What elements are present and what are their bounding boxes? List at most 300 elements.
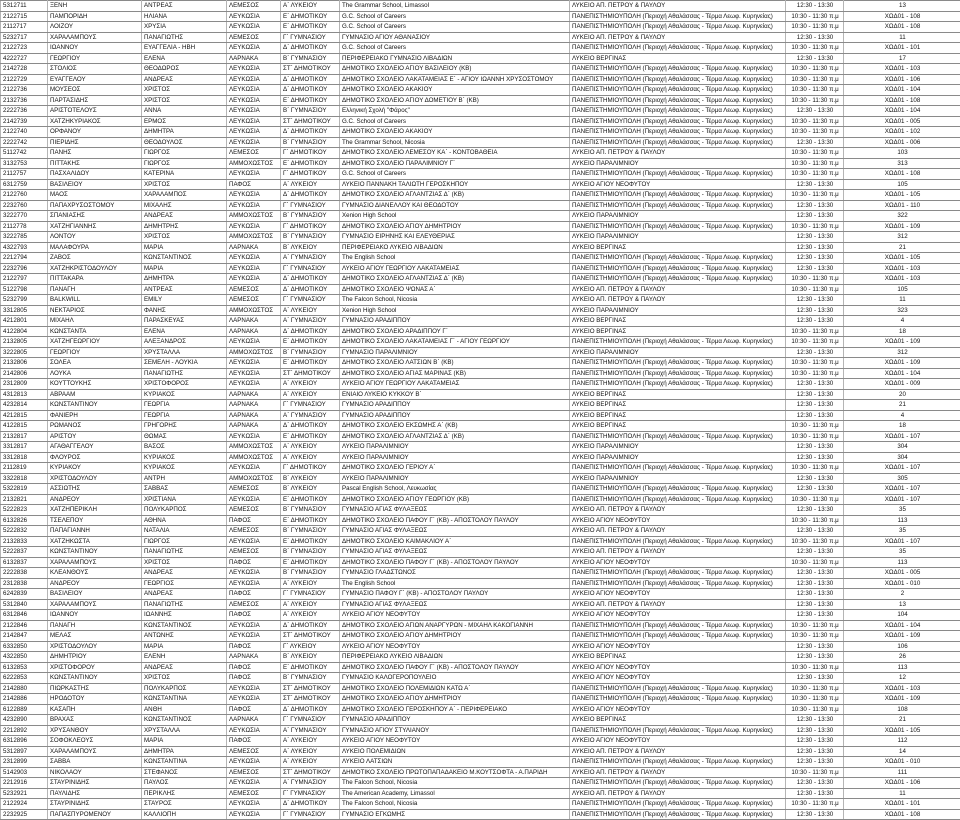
school-cell: ΔΗΜΟΤΙΚΟ ΣΧΟΛΕΙΟ ΓΕΡΟΣΚΗΠΟΥ Α΄ - ΠΕΡΙΦΕΡΕΙΑΚΟ <box>340 704 570 715</box>
exam-center-cell: ΛΥΚΕΙΟ ΠΑΡΑΛΙΜΝΙΟΥ <box>570 211 786 222</box>
table-row <box>1 116 960 127</box>
school-cell: ΔΗΜΟΤΙΚΟ ΣΧΟΛΕΙΟ ΠΑΦΟΥ Γ΄ (ΚΒ) - ΑΠΟΣΤΟΛΟΥ ΠΑΥΛΟΥ <box>340 515 570 526</box>
school-cell: ΓΥΜΝΑΣΙΟ ΑΓΙΟΥ ΑΘΑΝΑΣΙΟΥ <box>340 32 570 43</box>
student-id-cell: 5142903 <box>1 767 48 778</box>
surname-cell: ΗΡΟΔΟΤΟΥ <box>48 694 142 705</box>
student-id-cell: 2132736 <box>1 95 48 106</box>
surname-cell: ΣΟΛΕΑ <box>48 358 142 369</box>
exam-center-cell: ΠΑΝΕΠΙΣΤΗΜΙΟΥΠΟΛΗ (Περιοχή Αθαλάσσας - Τέρμα Λεωφ. Κυρηνείας) <box>570 358 786 369</box>
district-cell: ΛΕΥΚΩΣΙΑ <box>227 463 281 474</box>
grade-cell: Γ΄ ΔΗΜΟΤΙΚΟΥ <box>281 169 340 180</box>
exam-time-cell: 10:30 - 11:30 π.μ <box>786 158 844 169</box>
district-cell: ΛΕΜΕΣΟΣ <box>227 295 281 306</box>
grade-cell: Γ΄ ΓΥΜΝΑΣΙΟΥ <box>281 200 340 211</box>
room-cell: ΧΩΔ01 - 005 <box>844 568 960 579</box>
first-name-cell: ΑΝΤΩΝΗΣ <box>142 631 227 642</box>
grade-cell: Α΄ ΛΥΚΕΙΟΥ <box>281 1 340 12</box>
room-cell: ΧΩΔ01 - 109 <box>844 337 960 348</box>
exam-time-cell: 10:30 - 11:30 π.μ <box>786 662 844 673</box>
exam-time-cell: 12:30 - 13:30 <box>786 305 844 316</box>
school-cell: ΓΥΜΝΑΣΙΟ ΚΑΛΟΓΕΡΟΠΟΥΛΕΙΟ <box>340 673 570 684</box>
school-cell: ΔΗΜΟΤΙΚΟ ΣΧΟΛΕΙΟ ΚΑΙΜΑΚΛΙΟΥ Α΄ <box>340 536 570 547</box>
district-cell: ΑΜΜΟΧΩΣΤΟΣ <box>227 442 281 453</box>
first-name-cell: ΧΡΙΣΤΟΦΟΡΟΣ <box>142 379 227 390</box>
student-id-cell: 5312711 <box>1 1 48 12</box>
exam-time-cell: 10:30 - 11:30 π.μ <box>786 169 844 180</box>
district-cell: ΛΕΥΚΩΣΙΑ <box>227 578 281 589</box>
student-id-cell: 4122804 <box>1 326 48 337</box>
table-row <box>1 274 960 285</box>
student-id-cell: 2132833 <box>1 536 48 547</box>
student-id-cell: 5122798 <box>1 284 48 295</box>
exam-time-cell: 10:30 - 11:30 π.μ <box>786 767 844 778</box>
student-id-cell: 2212892 <box>1 725 48 736</box>
grade-cell: Δ΄ ΔΗΜΟΤΙΚΟΥ <box>281 85 340 96</box>
table-row <box>1 494 960 505</box>
grade-cell: Δ΄ ΔΗΜΟΤΙΚΟΥ <box>281 43 340 54</box>
table-row <box>1 169 960 180</box>
school-cell: ΠΕΡΙΦΕΡΕΙΑΚΟ ΓΥΜΝΑΣΙΟ ΛΙΒΑΔΙΩΝ <box>340 53 570 64</box>
table-row <box>1 736 960 747</box>
surname-cell: ΑΣΣΙΩΤΗΣ <box>48 484 142 495</box>
district-cell: ΛΑΡΝΑΚΑ <box>227 715 281 726</box>
exam-center-cell: ΛΥΚΕΙΟ ΑΠ. ΠΕΤΡΟΥ & ΠΑΥΛΟΥ <box>570 599 786 610</box>
exam-time-cell: 12:30 - 13:30 <box>786 263 844 274</box>
exam-center-cell: ΛΥΚΕΙΟ ΑΓΙΟΥ ΝΕΟΦΥΤΟΥ <box>570 515 786 526</box>
first-name-cell: ΜΙΧΑΛΗΣ <box>142 200 227 211</box>
table-row <box>1 547 960 558</box>
first-name-cell: ΚΩΝΣΤΑΝΤΙΝΟΣ <box>142 620 227 631</box>
surname-cell: ΔΗΜΗΤΡΙΟΥ <box>48 652 142 663</box>
exam-time-cell: 10:30 - 11:30 π.μ <box>786 494 844 505</box>
grade-cell: Δ΄ ΔΗΜΟΤΙΚΟΥ <box>281 704 340 715</box>
table-row <box>1 389 960 400</box>
district-cell: ΛΑΡΝΑΚΑ <box>227 316 281 327</box>
student-id-cell: 2122846 <box>1 620 48 631</box>
grade-cell: Δ΄ ΔΗΜΟΤΙΚΟΥ <box>281 74 340 85</box>
student-id-cell: 2122729 <box>1 74 48 85</box>
first-name-cell: ΣΕΜΕΛΗ - ΛΟΥΚΙΑ <box>142 358 227 369</box>
room-cell: 113 <box>844 662 960 673</box>
school-cell: ΔΗΜΟΤΙΚΟ ΣΧΟΛΕΙΟ ΓΕΡΙΟΥ Α΄ <box>340 463 570 474</box>
student-id-cell: 4232890 <box>1 715 48 726</box>
first-name-cell: ΓΡΗΓΟΡΗΣ <box>142 421 227 432</box>
student-id-cell: 3132753 <box>1 158 48 169</box>
exam-center-cell: ΛΥΚΕΙΟ ΑΓΙΟΥ ΝΕΟΦΥΤΟΥ <box>570 736 786 747</box>
exam-time-cell: 12:30 - 13:30 <box>786 641 844 652</box>
grade-cell: Α΄ ΛΥΚΕΙΟΥ <box>281 379 340 390</box>
surname-cell: ΝΕΚΤΑΡΙΟΣ <box>48 305 142 316</box>
first-name-cell: ΠΑΡΑΣΚΕΥΑΣ <box>142 316 227 327</box>
student-id-cell: 2232796 <box>1 263 48 274</box>
exam-time-cell: 12:30 - 13:30 <box>786 547 844 558</box>
exam-time-cell: 10:30 - 11:30 π.μ <box>786 85 844 96</box>
table-row <box>1 662 960 673</box>
grade-cell: Γ΄ ΓΥΜΝΑΣΙΟΥ <box>281 809 340 820</box>
first-name-cell: ΧΡΙΣΤΟΣ <box>142 95 227 106</box>
exam-time-cell: 10:30 - 11:30 π.μ <box>786 421 844 432</box>
district-cell: ΛΕΥΚΩΣΙΑ <box>227 431 281 442</box>
district-cell: ΛΕΥΚΩΣΙΑ <box>227 683 281 694</box>
grade-cell: Α΄ ΓΥΜΝΑΣΙΟΥ <box>281 778 340 789</box>
surname-cell: ΙΩΑΝΝΟΥ <box>48 43 142 54</box>
grade-cell: Ε΄ ΔΗΜΟΤΙΚΟΥ <box>281 11 340 22</box>
room-cell: ΧΩΔ01 - 109 <box>844 221 960 232</box>
exam-center-cell: ΛΥΚΕΙΟ ΑΓΙΟΥ ΝΕΟΦΥΤΟΥ <box>570 557 786 568</box>
first-name-cell: ΕΛΕΝΑ <box>142 53 227 64</box>
first-name-cell: ΜΑΡΙΑ <box>142 641 227 652</box>
surname-cell: ΤΣΕΛΕΠΟΥ <box>48 515 142 526</box>
grade-cell: Γ΄ ΔΗΜΟΤΙΚΟΥ <box>281 148 340 159</box>
school-cell: ΓΥΜΝΑΣΙΟ ΕΙΡΗΝΗΣ ΚΑΙ ΕΛΕΥΘΕΡΙΑΣ <box>340 232 570 243</box>
table-row <box>1 809 960 820</box>
surname-cell: ΜΑΛΑΦΟΥΡΑ <box>48 242 142 253</box>
surname-cell: ΠΑΝΑΓΗ <box>48 620 142 631</box>
room-cell: ΧΩΔ01 - 107 <box>844 431 960 442</box>
school-cell: ΔΗΜΟΤΙΚΟ ΣΧΟΛΕΙΟ ΑΓΛΑΝΤΖΙΑΣ Δ΄ (ΚΒ) <box>340 190 570 201</box>
surname-cell: ΓΕΩΡΓΙΟΥ <box>48 347 142 358</box>
exam-center-cell: ΛΥΚΕΙΟ ΑΠ. ΠΕΤΡΟΥ & ΠΑΥΛΟΥ <box>570 1 786 12</box>
school-cell: Xenion High School <box>340 211 570 222</box>
student-id-cell: 6222853 <box>1 673 48 684</box>
first-name-cell: ΚΩΝΣΤΑΝΤΙΝΟΣ <box>142 715 227 726</box>
grade-cell: Β΄ ΓΥΜΝΑΣΙΟΥ <box>281 106 340 117</box>
student-id-cell: 5312840 <box>1 599 48 610</box>
room-cell: ΧΩΔ01 - 107 <box>844 484 960 495</box>
surname-cell: ΠΑΠΑΓΙΑΝΝΗ <box>48 526 142 537</box>
table-row <box>1 578 960 589</box>
exam-time-cell: 10:30 - 11:30 π.μ <box>786 704 844 715</box>
first-name-cell: ΧΑΡΑΛΑΜΠΟΣ <box>142 190 227 201</box>
table-row <box>1 263 960 274</box>
table-row <box>1 242 960 253</box>
surname-cell: ΞΕΝΗ <box>48 1 142 12</box>
school-cell: ΔΗΜΟΤΙΚΟ ΣΧΟΛΕΙΟ ΛΑΚΑΤΑΜΕΙΑΣ Ε΄ - ΑΓΙΟΥ ΙΩΑΝΝΗ ΧΡΥΣΟΣΤΟΜΟΥ <box>340 74 570 85</box>
first-name-cell: ΚΩΝΣΤΑΝΤΙΝΑ <box>142 694 227 705</box>
room-cell: ΧΩΔ01 - 108 <box>844 22 960 33</box>
grade-cell: Α΄ ΓΥΜΝΑΣΙΟΥ <box>281 253 340 264</box>
surname-cell: ΧΑΤΖΗΓΕΩΡΓΙΟΥ <box>48 337 142 348</box>
district-cell: ΛΕΥΚΩΣΙΑ <box>227 568 281 579</box>
student-id-cell: 5232921 <box>1 788 48 799</box>
room-cell: 14 <box>844 746 960 757</box>
surname-cell: ΠΑΡΤΑΣΙΔΗΣ <box>48 95 142 106</box>
student-id-cell: 3312817 <box>1 442 48 453</box>
district-cell: ΛΕΥΚΩΣΙΑ <box>227 263 281 274</box>
exam-time-cell: 10:30 - 11:30 π.μ <box>786 620 844 631</box>
school-cell: ΓΥΜΝΑΣΙΟ ΑΡΑΔΙΠΠΟΥ <box>340 400 570 411</box>
district-cell: ΛΕΜΕΣΟΣ <box>227 746 281 757</box>
first-name-cell: ΔΗΜΗΤΡΗΣ <box>142 221 227 232</box>
student-id-cell: 5312897 <box>1 746 48 757</box>
exam-time-cell: 12:30 - 13:30 <box>786 442 844 453</box>
exam-time-cell: 10:30 - 11:30 π.μ <box>786 221 844 232</box>
surname-cell: ΒΑΣΙΛΕΙΟΥ <box>48 179 142 190</box>
room-cell: 113 <box>844 557 960 568</box>
table-row <box>1 767 960 778</box>
grade-cell: Δ΄ ΔΗΜΟΤΙΚΟΥ <box>281 190 340 201</box>
exam-time-cell: 12:30 - 13:30 <box>786 347 844 358</box>
grade-cell: ΣΤ΄ ΔΗΜΟΤΙΚΟΥ <box>281 64 340 75</box>
exam-time-cell: 10:30 - 11:30 π.μ <box>786 358 844 369</box>
room-cell: 21 <box>844 400 960 411</box>
student-id-cell: 3312805 <box>1 305 48 316</box>
district-cell: ΛΕΜΕΣΟΣ <box>227 32 281 43</box>
surname-cell: ΑΝΔΡΕΟΥ <box>48 578 142 589</box>
first-name-cell: ΓΕΩΡΓΙΟΣ <box>142 578 227 589</box>
district-cell: ΛΕΥΚΩΣΙΑ <box>227 190 281 201</box>
first-name-cell: ΣΤΕΦΑΝΟΣ <box>142 767 227 778</box>
district-cell: ΛΕΥΚΩΣΙΑ <box>227 200 281 211</box>
surname-cell: ΦΑΝΙΕΡΗ <box>48 410 142 421</box>
grade-cell: Β΄ ΛΥΚΕΙΟΥ <box>281 242 340 253</box>
first-name-cell: ΚΥΡΙΑΚΟΣ <box>142 463 227 474</box>
room-cell: ΧΩΔ01 - 105 <box>844 725 960 736</box>
district-cell: ΠΑΦΟΣ <box>227 515 281 526</box>
student-id-cell: 3312818 <box>1 452 48 463</box>
district-cell: ΛΕΥΚΩΣΙΑ <box>227 22 281 33</box>
room-cell: 313 <box>844 158 960 169</box>
school-cell: ΔΗΜΟΤΙΚΟ ΣΧΟΛΕΙΟ ΛΑΚΑΤΑΜΕΙΑΣ Γ΄ - ΑΓΙΟΥ ΓΕΩΡΓΙΟΥ <box>340 337 570 348</box>
exam-center-cell: ΠΑΝΕΠΙΣΤΗΜΙΟΥΠΟΛΗ (Περιοχή Αθαλάσσας - Τέρμα Λεωφ. Κυρηνείας) <box>570 809 786 820</box>
exam-time-cell: 12:30 - 13:30 <box>786 106 844 117</box>
school-cell: ΔΗΜΟΤΙΚΟ ΣΧΟΛΕΙΟ ΑΓΙΟΥ ΔΟΜΕΤΙΟΥ Β΄ (ΚΒ) <box>340 95 570 106</box>
surname-cell: ΠΙΤΤΑΚΑΡΑ <box>48 274 142 285</box>
table-row <box>1 757 960 768</box>
exam-center-cell: ΛΥΚΕΙΟ ΑΠ. ΠΕΤΡΟΥ & ΠΑΥΛΟΥ <box>570 32 786 43</box>
surname-cell: ΣΤΑΥΡΙΝΙΔΗΣ <box>48 799 142 810</box>
room-cell: ΧΩΔ01 - 106 <box>844 74 960 85</box>
exam-time-cell: 10:30 - 11:30 π.μ <box>786 515 844 526</box>
exam-time-cell: 12:30 - 13:30 <box>786 715 844 726</box>
table-row <box>1 599 960 610</box>
district-cell: ΠΑΦΟΣ <box>227 557 281 568</box>
first-name-cell: ΓΙΩΡΓΟΣ <box>142 148 227 159</box>
exam-center-cell: ΛΥΚΕΙΟ ΒΕΡΓΙΝΑΣ <box>570 400 786 411</box>
room-cell: 4 <box>844 316 960 327</box>
exam-center-cell: ΠΑΝΕΠΙΣΤΗΜΙΟΥΠΟΛΗ (Περιοχή Αθαλάσσας - Τέρμα Λεωφ. Κυρηνείας) <box>570 43 786 54</box>
room-cell: 312 <box>844 347 960 358</box>
student-id-cell: 6132826 <box>1 515 48 526</box>
table-row <box>1 746 960 757</box>
surname-cell: ΚΩΝΣΤΑΝΤΑ <box>48 326 142 337</box>
first-name-cell: ΑΝΔΡΕΑΣ <box>142 662 227 673</box>
grade-cell: Α΄ ΓΥΜΝΑΣΙΟΥ <box>281 316 340 327</box>
exam-center-cell: ΠΑΝΕΠΙΣΤΗΜΙΟΥΠΟΛΗ (Περιοχή Αθαλάσσας - Τέρμα Λεωφ. Κυρηνείας) <box>570 568 786 579</box>
student-id-cell: 6332850 <box>1 641 48 652</box>
school-cell: ΔΗΜΟΤΙΚΟ ΣΧΟΛΕΙΟ ΑΓΛΑΝΤΖΙΑΣ Δ΄ (ΚΒ) <box>340 431 570 442</box>
district-cell: ΛΕΥΚΩΣΙΑ <box>227 64 281 75</box>
school-cell: ΓΥΜΝΑΣΙΟ ΑΓΙΑΣ ΦΥΛΑΞΕΩΣ <box>340 547 570 558</box>
exam-center-cell: ΛΥΚΕΙΟ ΠΑΡΑΛΙΜΝΙΟΥ <box>570 232 786 243</box>
room-cell: ΧΩΔ01 - 109 <box>844 358 960 369</box>
table-row <box>1 221 960 232</box>
grade-cell: Α΄ ΛΥΚΕΙΟΥ <box>281 736 340 747</box>
room-cell: ΧΩΔ01 - 103 <box>844 263 960 274</box>
grade-cell: Ε΄ ΔΗΜΟΤΙΚΟΥ <box>281 557 340 568</box>
school-cell: The English School <box>340 253 570 264</box>
district-cell: ΛΑΡΝΑΚΑ <box>227 410 281 421</box>
grade-cell: Β΄ ΓΥΜΝΑΣΙΟΥ <box>281 505 340 516</box>
student-id-cell: 4322850 <box>1 652 48 663</box>
room-cell: 11 <box>844 32 960 43</box>
room-cell: 4 <box>844 410 960 421</box>
grade-cell: Β΄ ΓΥΜΝΑΣΙΟΥ <box>281 347 340 358</box>
student-id-cell: 2132806 <box>1 358 48 369</box>
first-name-cell: ΧΡΙΣΤΟΣ <box>142 557 227 568</box>
exam-center-cell: ΠΑΝΕΠΙΣΤΗΜΙΟΥΠΟΛΗ (Περιοχή Αθαλάσσας - Τέρμα Λεωφ. Κυρηνείας) <box>570 253 786 264</box>
exam-time-cell: 12:30 - 13:30 <box>786 473 844 484</box>
exam-time-cell: 12:30 - 13:30 <box>786 526 844 537</box>
surname-cell: ΧΑΡΑΛΑΜΠΟΥΣ <box>48 32 142 43</box>
first-name-cell: ΧΡΥΣΙΑ <box>142 22 227 33</box>
student-id-cell: 2122797 <box>1 274 48 285</box>
table-row <box>1 589 960 600</box>
room-cell: ΧΩΔ01 - 103 <box>844 274 960 285</box>
school-cell: ΔΗΜΟΤΙΚΟ ΣΧΟΛΕΙΟ ΑΓΙΩΝ ΑΝΑΡΓΥΡΩΝ - ΜΙΧΑΗΛ ΚΑΚΟΓΙΑΝΝΗ <box>340 620 570 631</box>
surname-cell: ΟΡΦΑΝΟΥ <box>48 127 142 138</box>
grade-cell: Δ΄ ΔΗΜΟΤΙΚΟΥ <box>281 620 340 631</box>
table-row <box>1 463 960 474</box>
exam-center-cell: ΠΑΝΕΠΙΣΤΗΜΙΟΥΠΟΛΗ (Περιοχή Αθαλάσσας - Τέρμα Λεωφ. Κυρηνείας) <box>570 116 786 127</box>
district-cell: ΛΑΡΝΑΚΑ <box>227 389 281 400</box>
exam-center-cell: ΛΥΚΕΙΟ ΑΓΙΟΥ ΝΕΟΦΥΤΟΥ <box>570 662 786 673</box>
exam-time-cell: 12:30 - 13:30 <box>786 599 844 610</box>
first-name-cell: ΕΛΕΝΑ <box>142 326 227 337</box>
table-row <box>1 1 960 12</box>
grade-cell: Δ΄ ΔΗΜΟΤΙΚΟΥ <box>281 421 340 432</box>
student-id-cell: 2122740 <box>1 127 48 138</box>
grade-cell: Ε΄ ΔΗΜΟΤΙΚΟΥ <box>281 536 340 547</box>
district-cell: ΛΕΜΕΣΟΣ <box>227 767 281 778</box>
grade-cell: Α΄ ΛΥΚΕΙΟΥ <box>281 578 340 589</box>
room-cell: 11 <box>844 788 960 799</box>
exam-time-cell: 10:30 - 11:30 π.μ <box>786 683 844 694</box>
surname-cell: ΧΑΡΑΛΑΜΠΟΥΣ <box>48 599 142 610</box>
first-name-cell: ΑΛΕΞΑΝΔΡΟΣ <box>142 337 227 348</box>
exam-center-cell: ΠΑΝΕΠΙΣΤΗΜΙΟΥΠΟΛΗ (Περιοχή Αθαλάσσας - Τέρμα Λεωφ. Κυρηνείας) <box>570 620 786 631</box>
grade-cell: Δ΄ ΔΗΜΟΤΙΚΟΥ <box>281 274 340 285</box>
exam-time-cell: 10:30 - 11:30 π.μ <box>786 337 844 348</box>
district-cell: ΛΕΥΚΩΣΙΑ <box>227 337 281 348</box>
school-cell: Ελληνική Σχολή "Φάρος" <box>340 106 570 117</box>
school-cell: ΓΥΜΝΑΣΙΟ ΕΓΚΩΜΗΣ <box>340 809 570 820</box>
school-cell: ΓΥΜΝΑΣΙΟ ΔΙΑΝΕΛΛΟΥ ΚΑΙ ΘΕΟΔΟΤΟΥ <box>340 200 570 211</box>
room-cell: 105 <box>844 179 960 190</box>
table-row <box>1 473 960 484</box>
surname-cell: ΧΡΙΣΤΟΔΟΥΛΟΥ <box>48 473 142 484</box>
exam-center-cell: ΠΑΝΕΠΙΣΤΗΜΙΟΥΠΟΛΗ (Περιοχή Αθαλάσσας - Τέρμα Λεωφ. Κυρηνείας) <box>570 578 786 589</box>
first-name-cell: ΜΑΡΙΑ <box>142 736 227 747</box>
exam-time-cell: 12:30 - 13:30 <box>786 316 844 327</box>
exam-time-cell: 10:30 - 11:30 π.μ <box>786 631 844 642</box>
student-id-cell: 2232760 <box>1 200 48 211</box>
first-name-cell: ΠΑΝΑΓΙΩΤΗΣ <box>142 599 227 610</box>
exam-center-cell: ΛΥΚΕΙΟ ΒΕΡΓΙΝΑΣ <box>570 410 786 421</box>
exam-time-cell: 12:30 - 13:30 <box>786 53 844 64</box>
room-cell: ΧΩΔ01 - 103 <box>844 64 960 75</box>
first-name-cell: ΕΡΜΟΣ <box>142 116 227 127</box>
school-cell: ΛΥΚΕΙΟ ΠΟΛΕΜΙΔΙΩΝ <box>340 746 570 757</box>
exam-time-cell: 12:30 - 13:30 <box>786 788 844 799</box>
grade-cell: Γ΄ ΓΥΜΝΑΣΙΟΥ <box>281 715 340 726</box>
room-cell: 304 <box>844 442 960 453</box>
first-name-cell: ΓΙΩΡΓΟΣ <box>142 536 227 547</box>
exam-center-cell: ΠΑΝΕΠΙΣΤΗΜΙΟΥΠΟΛΗ (Περιοχή Αθαλάσσας - Τέρμα Λεωφ. Κυρηνείας) <box>570 337 786 348</box>
exam-center-cell: ΠΑΝΕΠΙΣΤΗΜΙΟΥΠΟΛΗ (Περιοχή Αθαλάσσας - Τέρμα Λεωφ. Κυρηνείας) <box>570 463 786 474</box>
student-id-cell: 5222837 <box>1 547 48 558</box>
exam-time-cell: 12:30 - 13:30 <box>786 379 844 390</box>
surname-cell: ΓΕΩΡΓΙΟΥ <box>48 53 142 64</box>
table-row <box>1 11 960 22</box>
surname-cell: ΒΑΣΙΛΕΙΟΥ <box>48 589 142 600</box>
school-cell: ΔΗΜΟΤΙΚΟ ΣΧΟΛΕΙΟ ΠΑΡΑΛΙΜΝΙΟΥ Γ΄ <box>340 158 570 169</box>
surname-cell: ΠΑΝΑΓΗ <box>48 284 142 295</box>
table-row <box>1 631 960 642</box>
exam-center-cell: ΠΑΝΕΠΙΣΤΗΜΙΟΥΠΟΛΗ (Περιοχή Αθαλάσσας - Τέρμα Λεωφ. Κυρηνείας) <box>570 379 786 390</box>
exam-time-cell: 10:30 - 11:30 π.μ <box>786 64 844 75</box>
student-id-cell: 2312899 <box>1 757 48 768</box>
grade-cell: Ε΄ ΔΗΜΟΤΙΚΟΥ <box>281 158 340 169</box>
exam-center-cell: ΠΑΝΕΠΙΣΤΗΜΙΟΥΠΟΛΗ (Περιοχή Αθαλάσσας - Τέρμα Λεωφ. Κυρηνείας) <box>570 536 786 547</box>
surname-cell: ΜΑΟΣ <box>48 190 142 201</box>
grade-cell: Ε΄ ΔΗΜΟΤΙΚΟΥ <box>281 337 340 348</box>
student-id-cell: 6122889 <box>1 704 48 715</box>
room-cell: 113 <box>844 515 960 526</box>
student-id-cell: 2142847 <box>1 631 48 642</box>
surname-cell: ΚΩΝΣΤΑΝΤΙΝΟΥ <box>48 673 142 684</box>
surname-cell: ΧΡΥΣΑΝΘΟΥ <box>48 725 142 736</box>
surname-cell: ΠΑΥΛΙΔΗΣ <box>48 788 142 799</box>
school-cell: ΔΗΜΟΤΙΚΟ ΣΧΟΛΕΙΟ ΑΓΙΑΣ ΜΑΡΙΝΑΣ (ΚΒ) <box>340 368 570 379</box>
school-cell: ΓΥΜΝΑΣΙΟ ΠΑΦΟΥ Γ΄ (ΚΒ) - ΑΠΟΣΤΟΛΟΥ ΠΑΥΛΟΥ <box>340 589 570 600</box>
school-cell: ΔΗΜΟΤΙΚΟ ΣΧΟΛΕΙΟ ΑΓΛΑΝΤΖΙΑΣ Δ΄ (ΚΒ) <box>340 274 570 285</box>
first-name-cell: ΠΑΝΑΓΙΩΤΗΣ <box>142 547 227 558</box>
exam-time-cell: 10:30 - 11:30 π.μ <box>786 148 844 159</box>
table-row <box>1 715 960 726</box>
exam-center-cell: ΠΑΝΕΠΙΣΤΗΜΙΟΥΠΟΛΗ (Περιοχή Αθαλάσσας - Τέρμα Λεωφ. Κυρηνείας) <box>570 64 786 75</box>
district-cell: ΛΕΥΚΩΣΙΑ <box>227 74 281 85</box>
district-cell: ΑΜΜΟΧΩΣΤΟΣ <box>227 305 281 316</box>
student-id-cell: 2312838 <box>1 578 48 589</box>
room-cell: ΧΩΔ01 - 108 <box>844 809 960 820</box>
first-name-cell: ΓΕΩΡΓΙΑ <box>142 400 227 411</box>
exam-center-cell: ΠΑΝΕΠΙΣΤΗΜΙΟΥΠΟΛΗ (Περιοχή Αθαλάσσας - Τέρμα Λεωφ. Κυρηνείας) <box>570 169 786 180</box>
surname-cell: ΛΟΥΚΑ <box>48 368 142 379</box>
school-cell: ΔΗΜΟΤΙΚΟ ΣΧΟΛΕΙΟ ΛΕΜΕΣΟΥ ΚΑ΄ - ΚΟΝΤΟΒΑΘΕΙΑ <box>340 148 570 159</box>
student-id-cell: 2122723 <box>1 43 48 54</box>
room-cell: 35 <box>844 505 960 516</box>
grade-cell: Ε΄ ΔΗΜΟΤΙΚΟΥ <box>281 515 340 526</box>
grade-cell: Β΄ ΛΥΚΕΙΟΥ <box>281 484 340 495</box>
first-name-cell: ΝΑΤΑΛΙΑ <box>142 526 227 537</box>
first-name-cell: ΘΩΜΑΣ <box>142 431 227 442</box>
surname-cell: ΧΑΤΖΗΓΙΑΝΝΗΣ <box>48 221 142 232</box>
student-id-cell: 5222832 <box>1 526 48 537</box>
school-cell: ΛΥΚΕΙΟ ΠΑΡΑΛΙΜΝΙΟΥ <box>340 473 570 484</box>
district-cell: ΛΕΜΕΣΟΣ <box>227 505 281 516</box>
first-name-cell: ΚΑΛΛΙΟΠΗ <box>142 809 227 820</box>
table-row <box>1 22 960 33</box>
surname-cell: ΣΟΦΟΚΛΕΟΥΣ <box>48 736 142 747</box>
room-cell: ΧΩΔ01 - 010 <box>844 757 960 768</box>
district-cell: ΛΑΡΝΑΚΑ <box>227 53 281 64</box>
room-cell: 21 <box>844 715 960 726</box>
district-cell: ΛΕΥΚΩΣΙΑ <box>227 725 281 736</box>
exam-time-cell: 10:30 - 11:30 π.μ <box>786 274 844 285</box>
district-cell: ΛΕΥΚΩΣΙΑ <box>227 620 281 631</box>
exam-center-cell: ΠΑΝΕΠΙΣΤΗΜΙΟΥΠΟΛΗ (Περιοχή Αθαλάσσας - Τέρμα Λεωφ. Κυρηνείας) <box>570 221 786 232</box>
